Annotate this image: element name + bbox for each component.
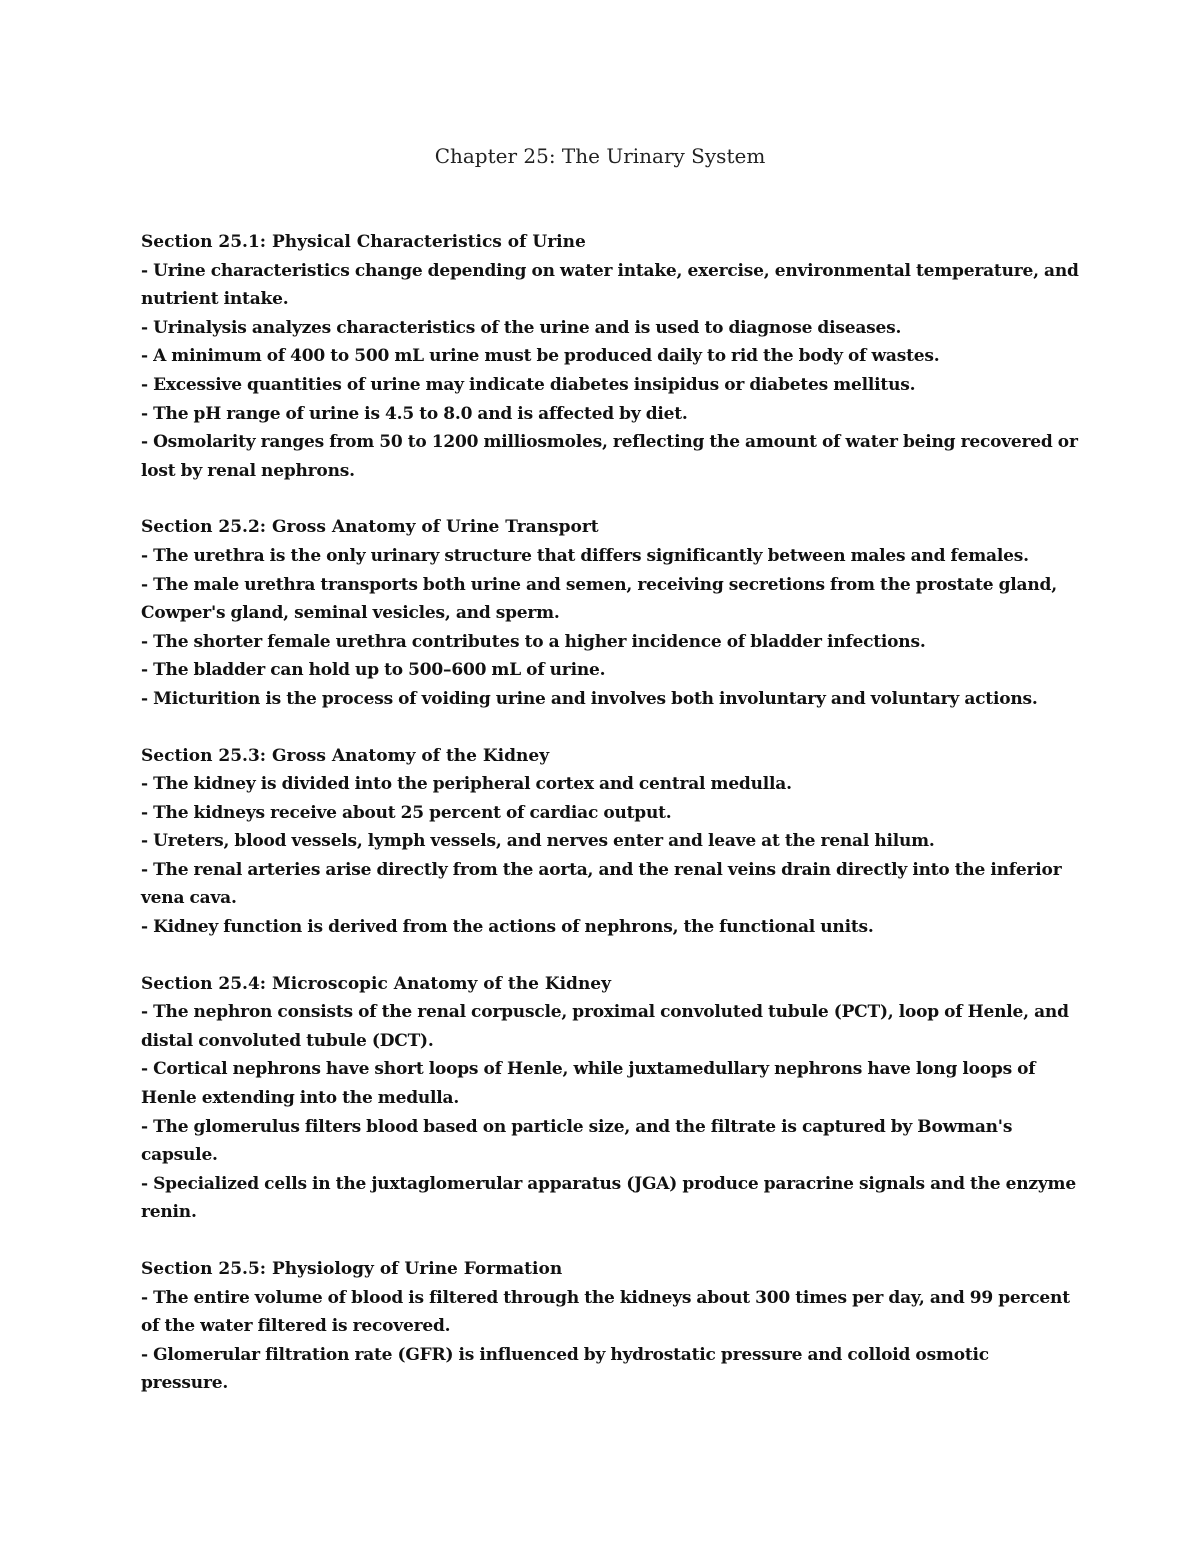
list-item [141, 770, 1080, 799]
bullet-dash: - [141, 1116, 154, 1137]
page-title: Chapter 25: The Urinary System [434, 144, 766, 168]
bullet-dash: - [141, 660, 154, 681]
section-points-list [141, 770, 1080, 942]
list-item [141, 1341, 1080, 1398]
point-text: The glomerulus filters blood based on particle size, and the filtrate is captured by Bowman's capsule. [141, 1116, 1013, 1166]
bullet-dash: - [141, 1287, 154, 1308]
list-item [141, 428, 1080, 485]
bullet-dash: - [141, 1173, 154, 1194]
list-item [141, 371, 1080, 400]
bullet-dash: - [141, 260, 154, 281]
section-points-list [141, 998, 1080, 1227]
section-heading: Section 25.4: Microscopic Anatomy of the Kidney [141, 973, 611, 994]
section-points-list [141, 1284, 1080, 1398]
bullet-dash: - [141, 631, 154, 652]
bullet-dash: - [141, 917, 154, 938]
section-2 [141, 513, 1080, 713]
list-item [141, 571, 1080, 628]
section-5 [141, 1255, 1080, 1398]
point-text: Urine characteristics change depending on water intake, exercise, environmental temperature, and nutrient intake. [141, 260, 1079, 310]
point-text: Ureters, blood vessels, lymph vessels, and nerves enter and leave at the renal hilum. [153, 831, 935, 852]
bullet-dash: - [141, 1059, 154, 1080]
list-item [141, 685, 1080, 714]
point-text: The kidneys receive about 25 percent of cardiac output. [153, 802, 672, 823]
sections-container [141, 228, 1080, 1398]
list-item [141, 314, 1080, 343]
bullet-dash: - [141, 774, 154, 795]
bullet-dash: - [141, 859, 154, 880]
point-text: The kidney is divided into the peripheral cortex and central medulla. [153, 774, 792, 795]
bullet-dash: - [141, 1344, 154, 1365]
bullet-dash: - [141, 545, 154, 566]
list-item [141, 257, 1080, 314]
point-text: Kidney function is derived from the actions of nephrons, the functional units. [153, 917, 874, 938]
bullet-dash: - [141, 432, 154, 453]
bullet-dash: - [141, 802, 154, 823]
list-item [141, 628, 1080, 657]
point-text: Urinalysis analyzes characteristics of the urine and is used to diagnose diseases. [153, 317, 902, 338]
list-item [141, 827, 1080, 856]
bullet-dash: - [141, 403, 154, 424]
bullet-dash: - [141, 1002, 154, 1023]
point-text: The bladder can hold up to 500–600 mL of urine. [153, 660, 606, 681]
bullet-dash: - [141, 317, 154, 338]
bullet-dash: - [141, 688, 154, 709]
point-text: The male urethra transports both urine and semen, receiving secretions from the prostate gland, Cowper's gland, seminal vesicles, and sperm. [141, 574, 1057, 624]
bullet-dash: - [141, 831, 154, 852]
point-text: The renal arteries arise directly from the aorta, and the renal veins drain directly into the inferior vena cava. [141, 859, 1062, 909]
section-points-list [141, 542, 1080, 714]
point-text: Glomerular filtration rate (GFR) is influenced by hydrostatic pressure and colloid osmotic pressure. [141, 1344, 989, 1394]
section-points-list [141, 257, 1080, 486]
point-text: The urethra is the only urinary structure that differs significantly between males and females. [153, 545, 1029, 566]
list-item [141, 342, 1080, 371]
section-3 [141, 742, 1080, 942]
list-item [141, 542, 1080, 571]
section-heading: Section 25.2: Gross Anatomy of Urine Transport [141, 517, 599, 538]
point-text: Excessive quantities of urine may indicate diabetes insipidus or diabetes mellitus. [153, 374, 916, 395]
section-1 [141, 228, 1080, 485]
bullet-dash: - [141, 574, 154, 595]
point-text: A minimum of 400 to 500 mL urine must be produced daily to rid the body of wastes. [153, 346, 940, 367]
section-4 [141, 970, 1080, 1227]
list-item [141, 998, 1080, 1055]
point-text: The entire volume of blood is filtered through the kidneys about 300 times per day, and 99 percent of the water filtered is recovered. [141, 1287, 1070, 1337]
list-item [141, 1113, 1080, 1170]
point-text: Osmolarity ranges from 50 to 1200 milliosmoles, reflecting the amount of water being recovered or lost by renal nephrons. [141, 432, 1078, 481]
list-item [141, 1170, 1080, 1227]
point-text: Specialized cells in the juxtaglomerular apparatus (JGA) produce paracrine signals and the enzyme renin. [141, 1173, 1076, 1223]
list-item [141, 400, 1080, 429]
point-text: Micturition is the process of voiding urine and involves both involuntary and voluntary actions. [153, 688, 1038, 709]
list-item [141, 856, 1080, 913]
point-text: The nephron consists of the renal corpuscle, proximal convoluted tubule (PCT), loop of Henle, and distal convoluted tubule (DCT). [141, 1002, 1069, 1051]
point-text: The pH range of urine is 4.5 to 8.0 and is affected by diet. [153, 403, 688, 424]
section-heading: Section 25.1: Physical Characteristics of Urine [141, 232, 586, 252]
point-text: Cortical nephrons have short loops of Henle, while juxtamedullary nephrons have long loops of Henle extending into the medulla. [141, 1059, 1036, 1109]
list-item [141, 656, 1080, 685]
list-item [141, 799, 1080, 828]
point-text: The shorter female urethra contributes to a higher incidence of bladder infections. [153, 631, 926, 652]
section-heading: Section 25.3: Gross Anatomy of the Kidney [141, 745, 550, 766]
list-item [141, 1055, 1080, 1112]
bullet-dash: - [141, 346, 154, 367]
list-item [141, 1284, 1080, 1341]
section-heading: Section 25.5: Physiology of Urine Formation [141, 1259, 563, 1279]
bullet-dash: - [141, 374, 154, 395]
list-item [141, 913, 1080, 942]
